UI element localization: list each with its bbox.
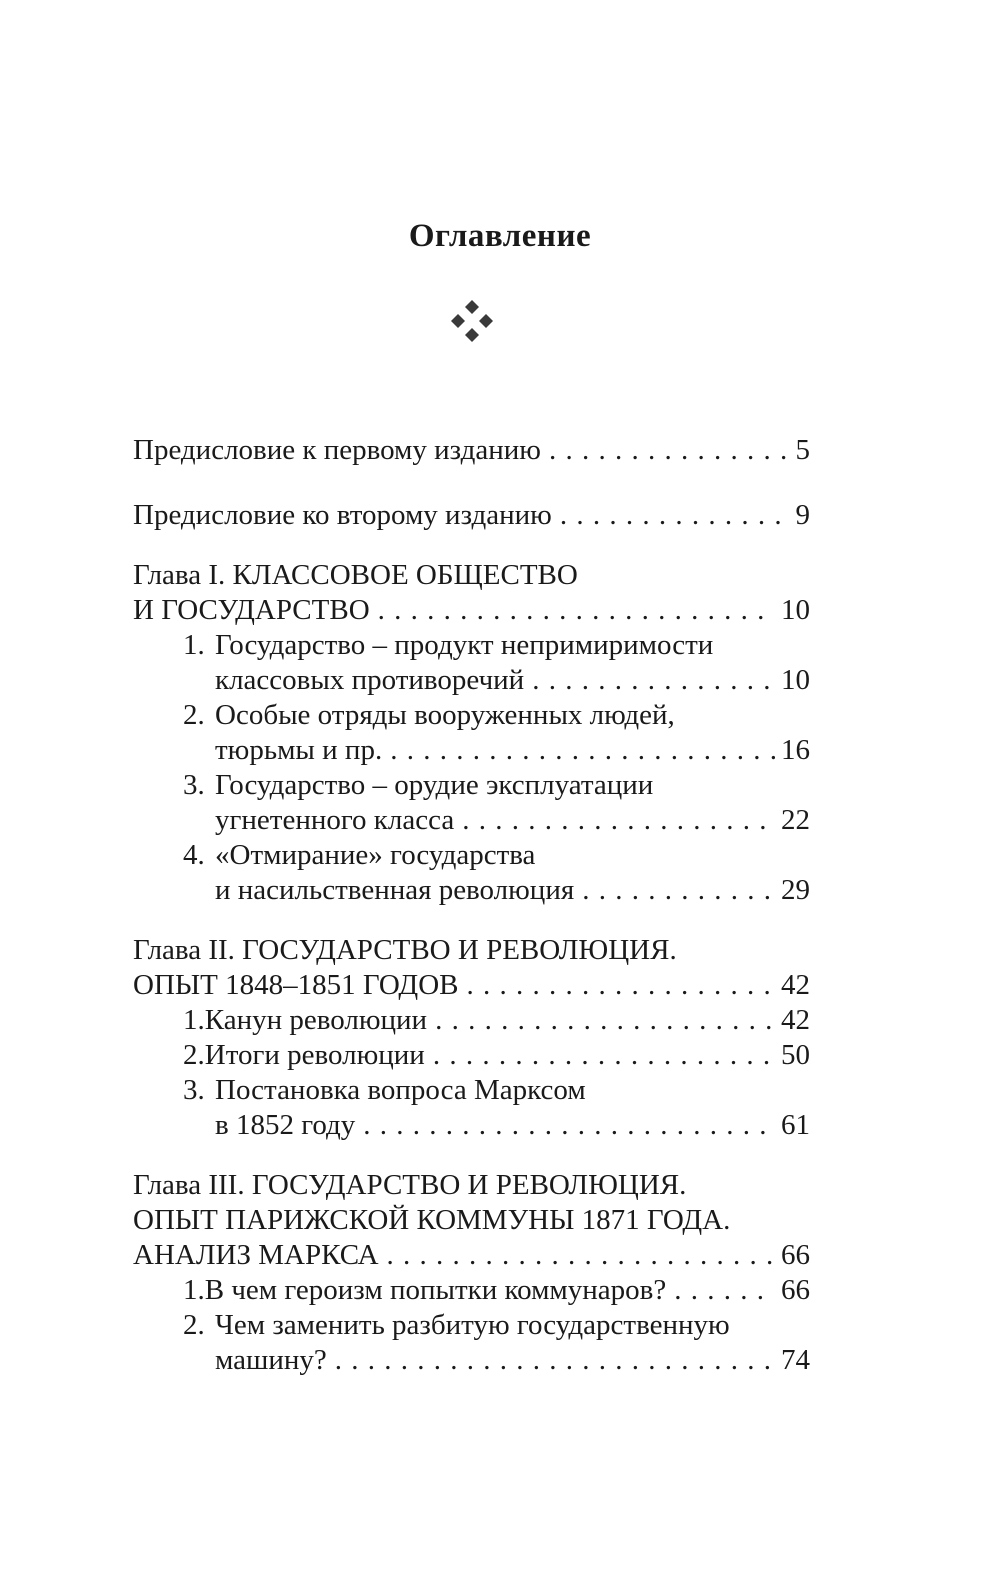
page-number: 61 [781, 1109, 810, 1141]
chapter-title-line: И ГОСУДАРСТВО [133, 594, 370, 626]
page-number: 22 [781, 804, 810, 836]
toc-line [133, 698, 810, 733]
toc-line [133, 873, 810, 908]
dot-leader [363, 1108, 775, 1143]
section-number: 2. [183, 699, 205, 731]
section-number: 3. [183, 1074, 205, 1106]
toc-entry-chapter[interactable] [133, 558, 810, 908]
dot-leader [433, 1038, 775, 1073]
section-title-line: В чем героизм попытки коммунаров? [204, 1274, 667, 1306]
page-number: 16 [781, 734, 810, 766]
toc-line [133, 593, 810, 628]
spacer [133, 468, 810, 498]
toc-entry-section[interactable] [133, 838, 810, 908]
dot-leader [435, 1003, 775, 1038]
section-number: 1. [183, 629, 205, 661]
toc-line [133, 558, 810, 593]
toc-entry-section[interactable] [133, 1073, 810, 1143]
toc-entry-section[interactable] [133, 1038, 810, 1073]
page-number: 29 [781, 874, 810, 906]
section-title-line: тюрьмы и пр. [215, 734, 383, 766]
toc-entry-section[interactable] [133, 1003, 810, 1038]
toc-line [133, 663, 810, 698]
section-title-line: угнетенного класса [215, 804, 455, 836]
section-title-line: в 1852 году [215, 1109, 356, 1141]
dot-leader [560, 498, 790, 533]
dot-leader [549, 433, 790, 468]
toc-entry-section[interactable] [133, 698, 810, 768]
toc-line [133, 1343, 810, 1378]
entry-title: Предисловие ко второму изданию [133, 499, 552, 531]
section-title-line: Постановка вопроса Марксом [215, 1074, 586, 1106]
toc-line [133, 933, 810, 968]
section-title-line: Государство – продукт непримиримости [215, 629, 714, 661]
dot-leader [532, 663, 775, 698]
toc-entry-preface[interactable] [133, 498, 810, 533]
dot-leader [387, 1238, 775, 1273]
page-number: 42 [781, 1004, 810, 1036]
section-number: 3. [183, 769, 205, 801]
spacer [133, 1143, 810, 1168]
dot-leader [582, 873, 775, 908]
spacer [133, 908, 810, 933]
section-number: 2. [183, 1039, 205, 1071]
dot-leader [378, 593, 775, 628]
dot-leader [674, 1273, 775, 1308]
toc-entry-section[interactable] [133, 768, 810, 838]
toc-line [133, 433, 810, 468]
section-title-line: машину? [215, 1344, 327, 1376]
section-number: 2. [183, 1309, 205, 1341]
chapter-title-line: Глава III. ГОСУДАРСТВО И РЕВОЛЮЦИЯ. [133, 1169, 687, 1201]
toc-line [133, 968, 810, 1003]
entry-title: Предисловие к первому изданию [133, 434, 541, 466]
chapter-title-line: Глава I. КЛАССОВОЕ ОБЩЕСТВО [133, 559, 578, 591]
toc-line [133, 838, 810, 873]
chapter-title-line: Глава II. ГОСУДАРСТВО И РЕВОЛЮЦИЯ. [133, 934, 677, 966]
page-number: 10 [781, 594, 810, 626]
chapter-title-line: ОПЫТ 1848–1851 ГОДОВ [133, 969, 459, 1001]
toc-line [133, 733, 810, 768]
toc-line [133, 1238, 810, 1273]
toc-line [133, 1168, 810, 1203]
section-title-line: Канун революции [204, 1004, 428, 1036]
toc-entry-chapter[interactable] [133, 1168, 810, 1378]
section-title-line: Особые отряды вооруженных людей, [215, 699, 675, 731]
chapter-title-line: ОПЫТ ПАРИЖСКОЙ КОММУНЫ 1871 ГОДА. [133, 1204, 731, 1236]
dot-leader [462, 803, 775, 838]
section-number: 1. [183, 1004, 205, 1036]
page-number: 5 [795, 434, 810, 466]
toc-line [133, 498, 810, 533]
section-title-line: «Отмирание» государства [215, 839, 536, 871]
toc-line [133, 1038, 810, 1073]
dot-leader [335, 1343, 775, 1378]
page-number: 66 [781, 1274, 810, 1306]
page-number: 10 [781, 664, 810, 696]
toc-entry-section[interactable] [133, 628, 810, 698]
chapter-title-line: АНАЛИЗ МАРКСА [133, 1239, 379, 1271]
toc-entry-section[interactable] [133, 1273, 810, 1308]
toc-line [133, 768, 810, 803]
page-number: 66 [781, 1239, 810, 1271]
toc-entry-chapter[interactable] [133, 933, 810, 1143]
section-number: 4. [183, 839, 205, 871]
section-number: 1. [183, 1274, 205, 1306]
toc-entry-section[interactable] [133, 1308, 810, 1378]
section-title-line: Итоги революции [204, 1039, 425, 1071]
section-title-line: и насильственная революция [215, 874, 575, 906]
table-of-contents [133, 433, 810, 1378]
section-title-line: классовых противоречий [215, 664, 525, 696]
toc-line [133, 1273, 810, 1308]
toc-line [133, 1003, 810, 1038]
four-diamond-ornament-icon [449, 298, 495, 344]
page-number: 42 [781, 969, 810, 1001]
page-number: 9 [795, 499, 810, 531]
toc-line [133, 1108, 810, 1143]
toc-line [133, 1203, 810, 1238]
toc-line [133, 803, 810, 838]
toc-line [133, 1073, 810, 1108]
toc-line [133, 628, 810, 663]
page-number: 50 [781, 1039, 810, 1071]
spacer [133, 533, 810, 558]
section-title-line: Чем заменить разбитую государственную [215, 1309, 730, 1341]
page-title: Оглавление [408, 218, 592, 254]
page-number: 74 [781, 1344, 810, 1376]
toc-entry-preface[interactable] [133, 433, 810, 468]
dot-leader [467, 968, 776, 1003]
toc-line [133, 1308, 810, 1343]
section-title-line: Государство – орудие эксплуатации [215, 769, 654, 801]
dot-leader [390, 733, 775, 768]
